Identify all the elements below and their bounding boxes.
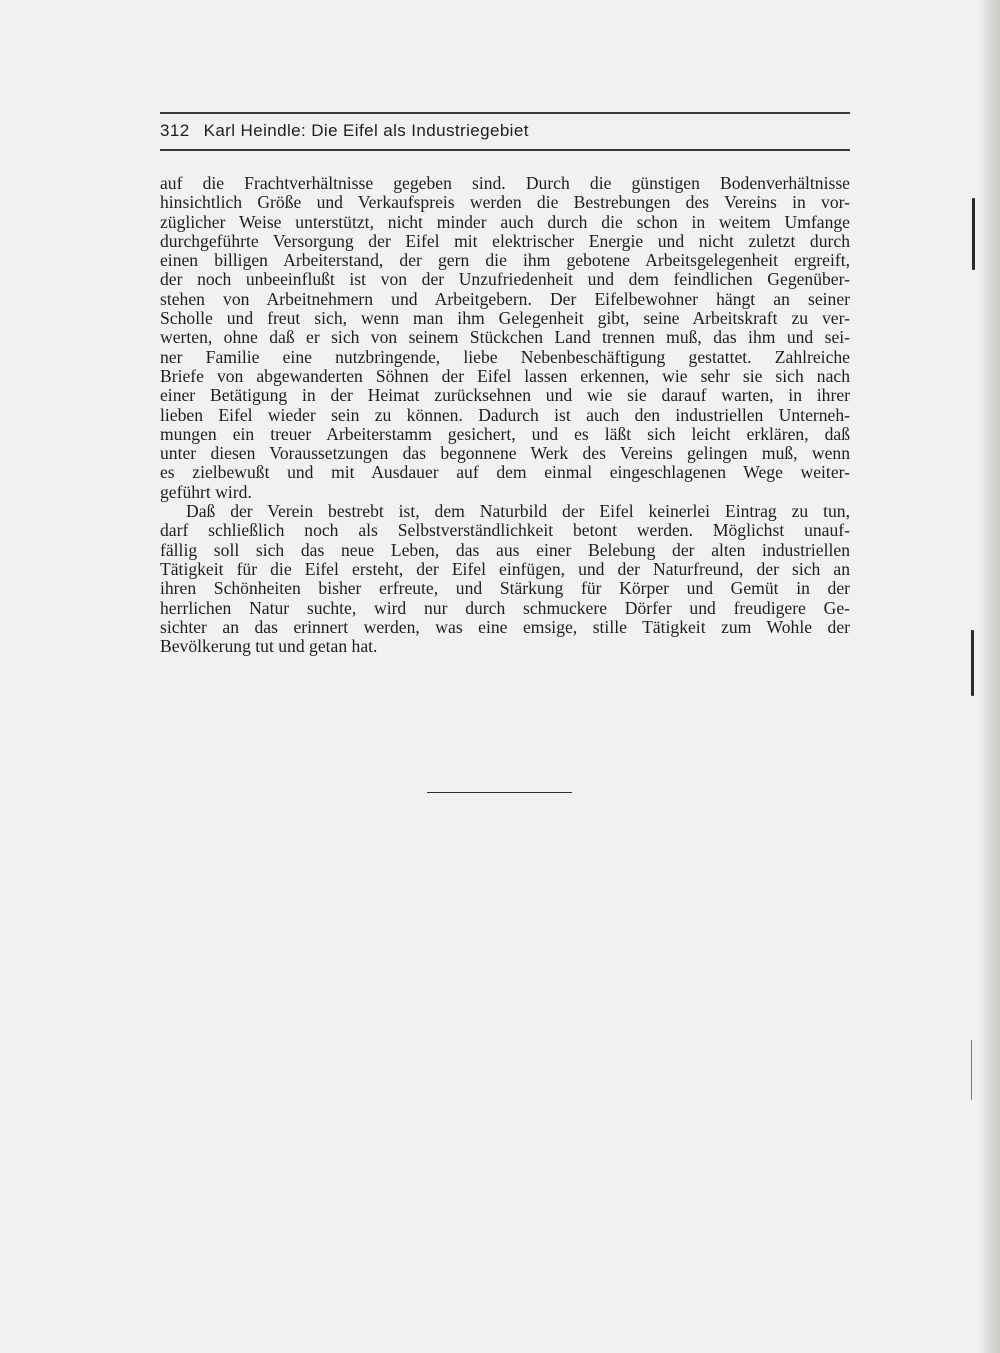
binding-mark-upper: [972, 198, 975, 270]
text-line: stehen von Arbeitnehmern und Arbeitgebern. Der Eifelbewohner hängt an seiner: [160, 288, 850, 309]
text-line: Scholle und freut sich, wenn man ihm Gelegenheit gibt, seine Arbeitskraft zu ver-: [160, 308, 850, 329]
running-head: [160, 121, 850, 143]
paragraph-1: [160, 174, 850, 502]
text-line: werten, ohne daß er sich von seinem Stückchen Land trennen muß, das ihm und sei-: [160, 327, 850, 348]
text-line: es zielbewußt und mit Ausdauer auf dem einmal eingeschlagenen Wege weiter-: [160, 462, 850, 483]
text-line: sichter an das erinnert werden, was eine emsige, stille Tätigkeit zum Wohle der: [160, 616, 850, 637]
text-line: Briefe von abgewanderten Söhnen der Eifel lassen erkennen, wie sehr sie sich nach: [160, 365, 850, 386]
text-line: Bevölkerung tut und getan hat.: [160, 636, 378, 657]
running-title: Karl Heindle: Die Eifel als Industriegebiet: [203, 121, 529, 140]
paragraph-2: [160, 502, 850, 656]
text-line: fällig soll sich das neue Leben, das aus einer Belebung der alten industriellen: [160, 539, 850, 560]
text-line: Tätigkeit für die Eifel ersteht, der Eifel einfügen, und der Naturfreund, der sich an: [160, 558, 850, 579]
text-line: züglicher Weise unterstützt, nicht minder auch durch die schon in weitem Umfange: [160, 211, 850, 232]
text-line: auf die Frachtverhältnisse gegeben sind. Durch die günstigen Bodenverhältnisse: [160, 173, 850, 193]
page-header: [160, 112, 850, 151]
header-rule-top: [160, 112, 850, 114]
header-rule-bottom: [160, 149, 850, 151]
text-line: durchgeführte Versorgung der Eifel mit elektrischer Energie und nicht zuletzt durch: [160, 230, 850, 251]
text-line: Daß der Verein bestrebt ist, dem Naturbild der Eifel keinerlei Eintrag zu tun,: [186, 501, 850, 522]
text-line: herrlichen Natur suchte, wird nur durch schmuckere Dörfer und freudigere Ge-: [160, 597, 850, 618]
binding-mark-bottom: [971, 1040, 972, 1100]
text-line: unter diesen Voraussetzungen das begonnene Werk des Vereins gelingen muß, wenn: [160, 443, 850, 464]
text-line: einen billigen Arbeiterstand, der gern die ihm gebotene Arbeitsgelegenheit ergreift,: [160, 250, 850, 271]
text-line: ihren Schönheiten bisher erfreute, und Stärkung für Körper und Gemüt in der: [160, 578, 850, 599]
page-number: 312: [160, 121, 190, 140]
body-text: [160, 174, 850, 656]
text-line: der noch unbeeinflußt ist von der Unzufriedenheit und dem feindlichen Gegenüber-: [160, 269, 850, 290]
text-line: mungen ein treuer Arbeiterstamm gesichert, und es läßt sich leicht erklären, daß: [160, 423, 850, 444]
text-line: lieben Eifel wieder sein zu können. Dadurch ist auch den industriellen Unterneh-: [160, 404, 850, 425]
text-line: ner Familie eine nutzbringende, liebe Nebenbeschäftigung gestattet. Zahlreiche: [160, 346, 850, 367]
text-line: darf schließlich noch als Selbstverständlichkeit betont werden. Möglichst unauf-: [160, 520, 850, 541]
text-line: geführt wird.: [160, 481, 252, 502]
text-line: einer Betätigung in der Heimat zurücksehnen und wie sie darauf warten, in ihrer: [160, 385, 850, 406]
text-line: hinsichtlich Größe und Verkaufspreis werden die Bestrebungen des Vereins in vor-: [160, 192, 850, 213]
binding-mark-lower: [971, 630, 974, 696]
chapter-end-rule: [427, 792, 572, 793]
scan-page-edge: [978, 0, 1000, 1353]
